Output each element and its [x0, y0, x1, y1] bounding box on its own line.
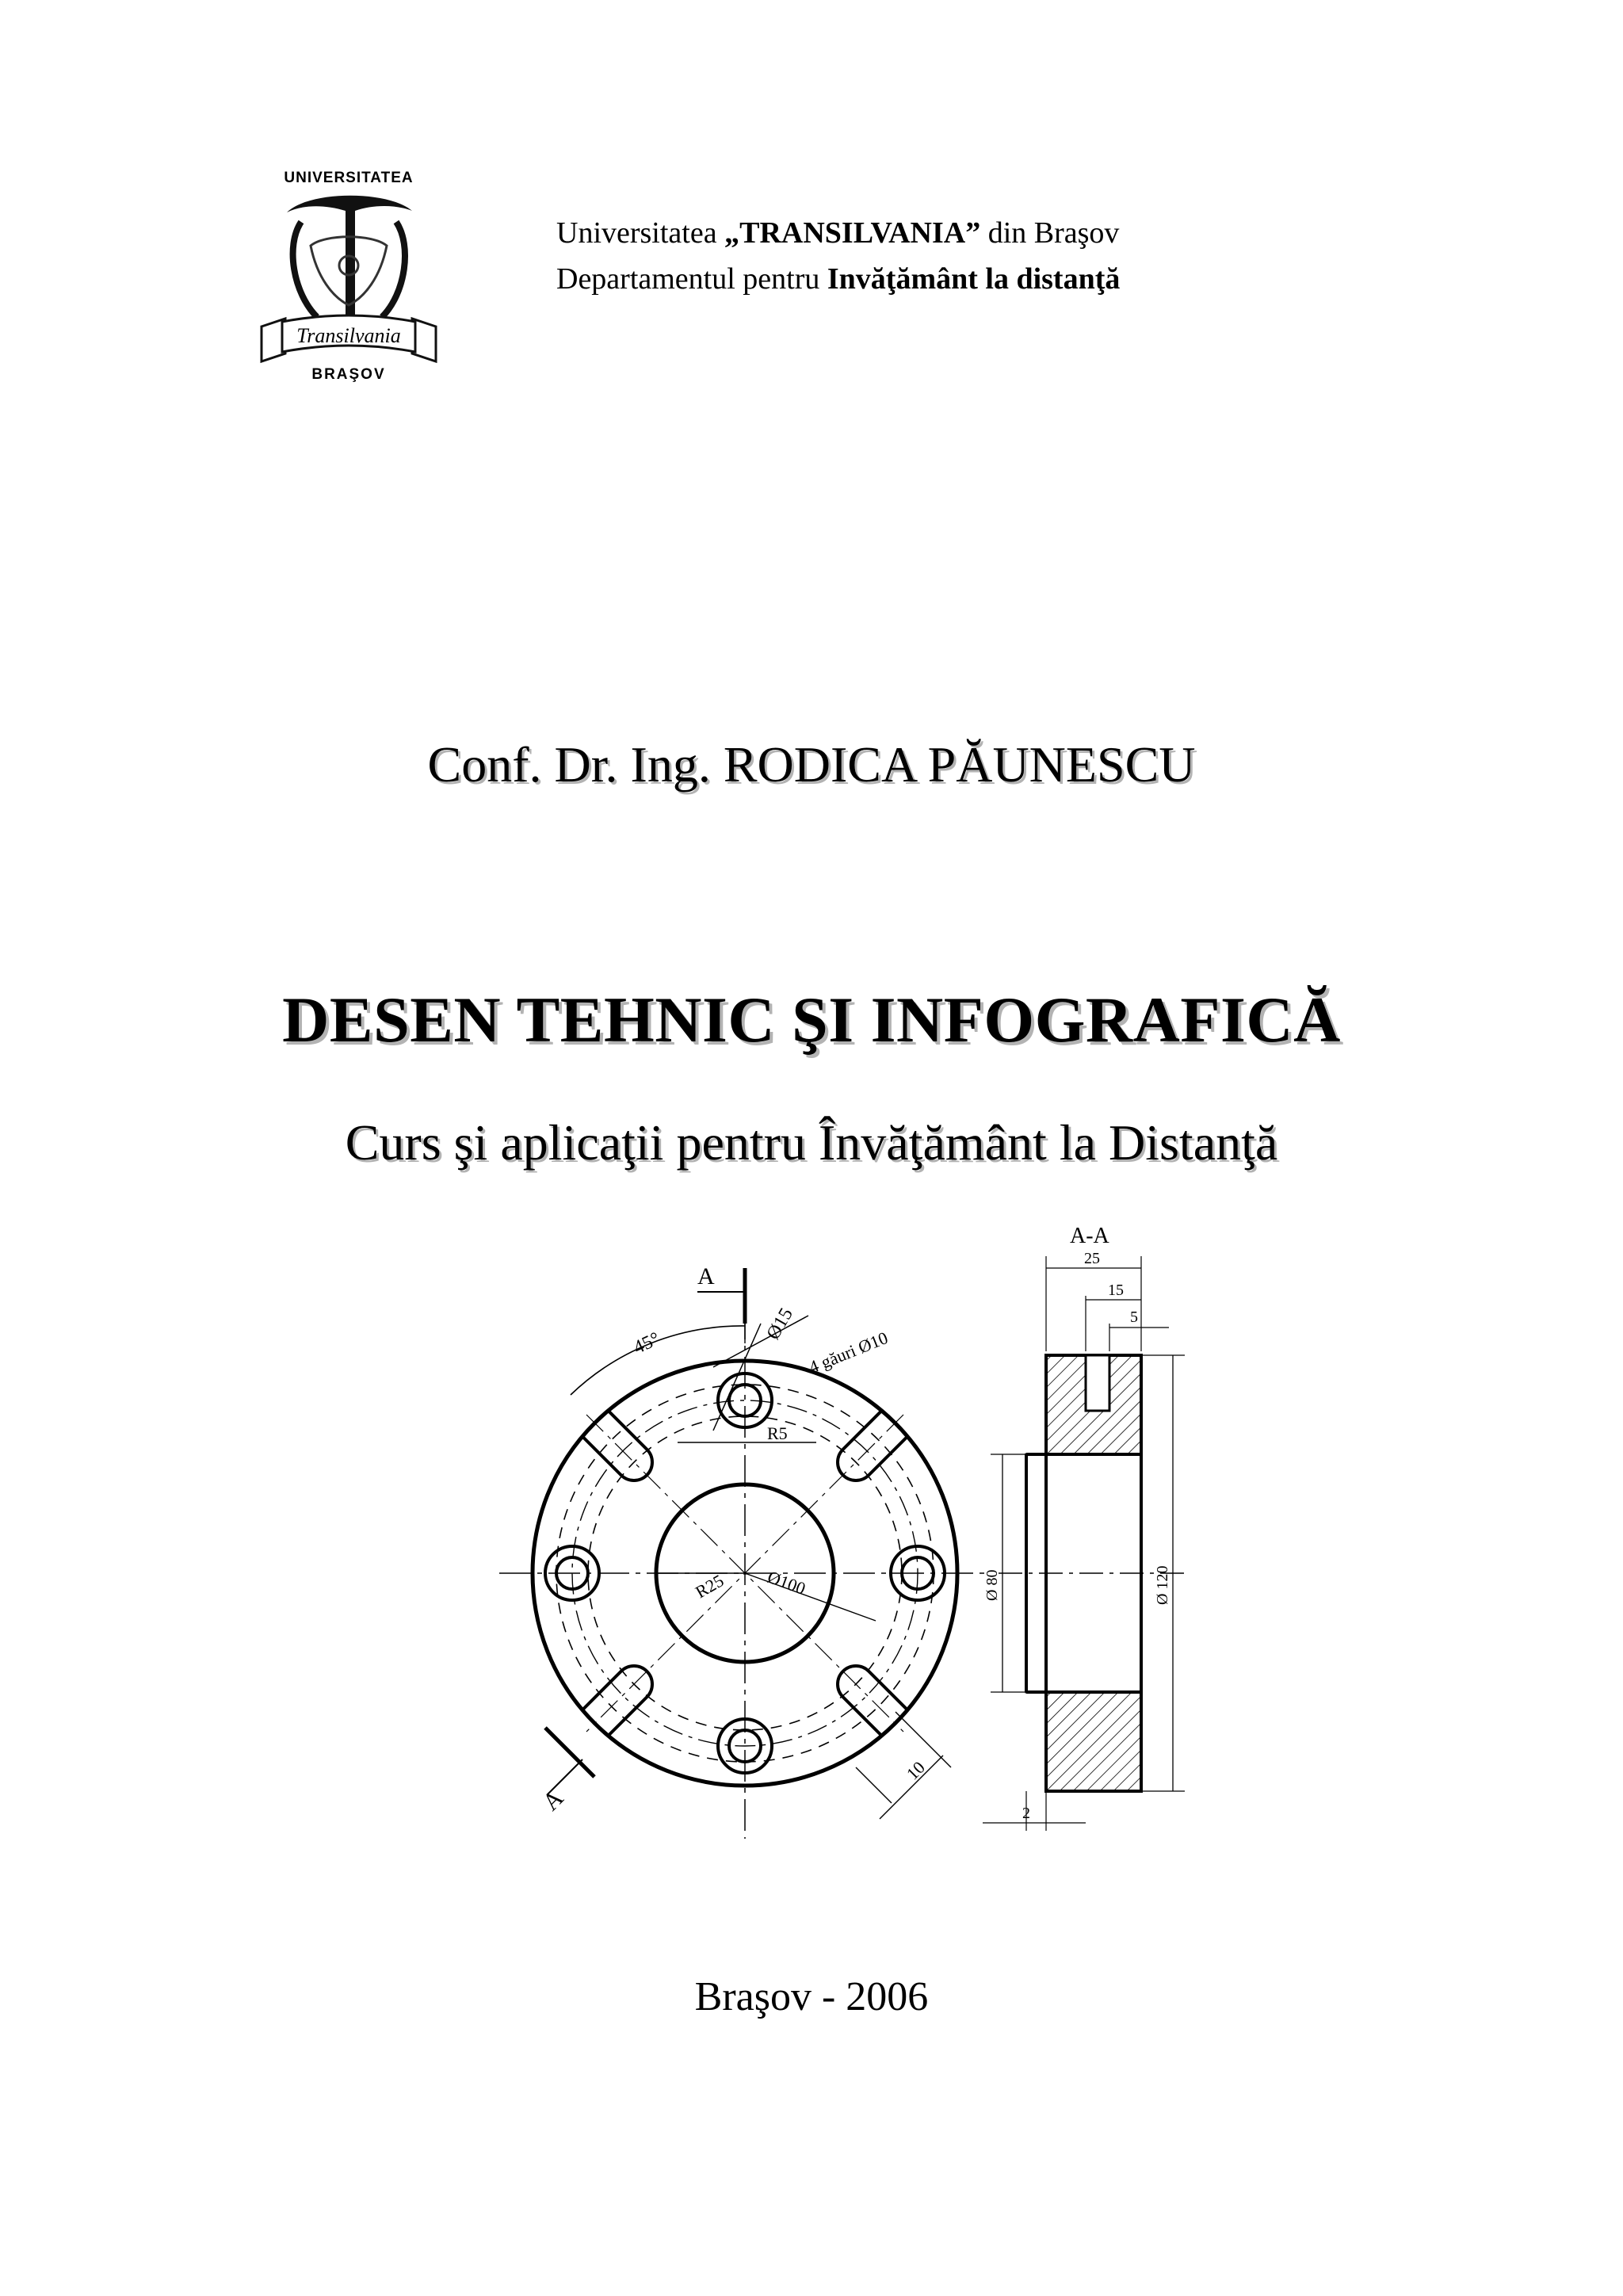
institution-line1-post: din Braşov	[980, 216, 1120, 250]
footer-place-year: Braşov - 2006	[694, 1974, 929, 2019]
institution-line1-pre: Universitatea	[556, 216, 725, 250]
dim-80: Ø 80	[983, 1569, 1001, 1601]
logo-top-text: UNIVERSITATEA	[284, 170, 414, 186]
document-title: DESEN TEHNIC ŞI INFOGRAFICĂ	[282, 984, 1341, 1056]
university-logo	[254, 159, 444, 388]
flange-drawing	[475, 1205, 1205, 1839]
front-view-labels	[538, 1263, 929, 1816]
slot-width-label: 10	[902, 1757, 929, 1784]
technical-drawing	[475, 1205, 1205, 1839]
dim-2: 2	[1022, 1805, 1030, 1822]
section-mark-top: A	[697, 1263, 715, 1289]
logo-ribbon-text: Transilvania	[296, 324, 401, 347]
center-radius-label: R25	[692, 1570, 727, 1603]
slot-radius-label: R5	[767, 1423, 788, 1443]
author: Conf. Dr. Ing. RODICA PĂUNESCU	[427, 736, 1196, 793]
logo-bottom-text: BRAŞOV	[311, 366, 386, 383]
institution-line-1	[556, 210, 1120, 256]
dim-5: 5	[1130, 1308, 1138, 1326]
angle-label: 45°	[630, 1328, 663, 1359]
front-view	[499, 1268, 991, 1839]
dim-120: Ø 120	[1154, 1565, 1171, 1605]
dim-15: 15	[1108, 1282, 1124, 1299]
hole-diameter-label: Ø15	[762, 1305, 797, 1343]
university-crest-icon	[254, 159, 444, 388]
document-subtitle: Curs şi aplicaţii pentru Învăţământ la Distanţă	[345, 1114, 1278, 1171]
section-view	[983, 1256, 1189, 1831]
institution-block	[556, 210, 1120, 302]
holes-label: 4 găuri Ø10	[805, 1328, 891, 1377]
section-title: A-A	[1070, 1224, 1109, 1248]
institution-name: „TRANSILVANIA”	[724, 216, 981, 250]
institution-line-2	[556, 256, 1120, 302]
institution-line2-pre: Departamentul pentru	[556, 262, 827, 296]
pcd-label: Ø100	[765, 1566, 808, 1599]
dim-25: 25	[1084, 1250, 1100, 1267]
department-name: Invăţământ la distanţă	[827, 262, 1121, 296]
section-mark-bottom: A	[537, 1785, 569, 1817]
